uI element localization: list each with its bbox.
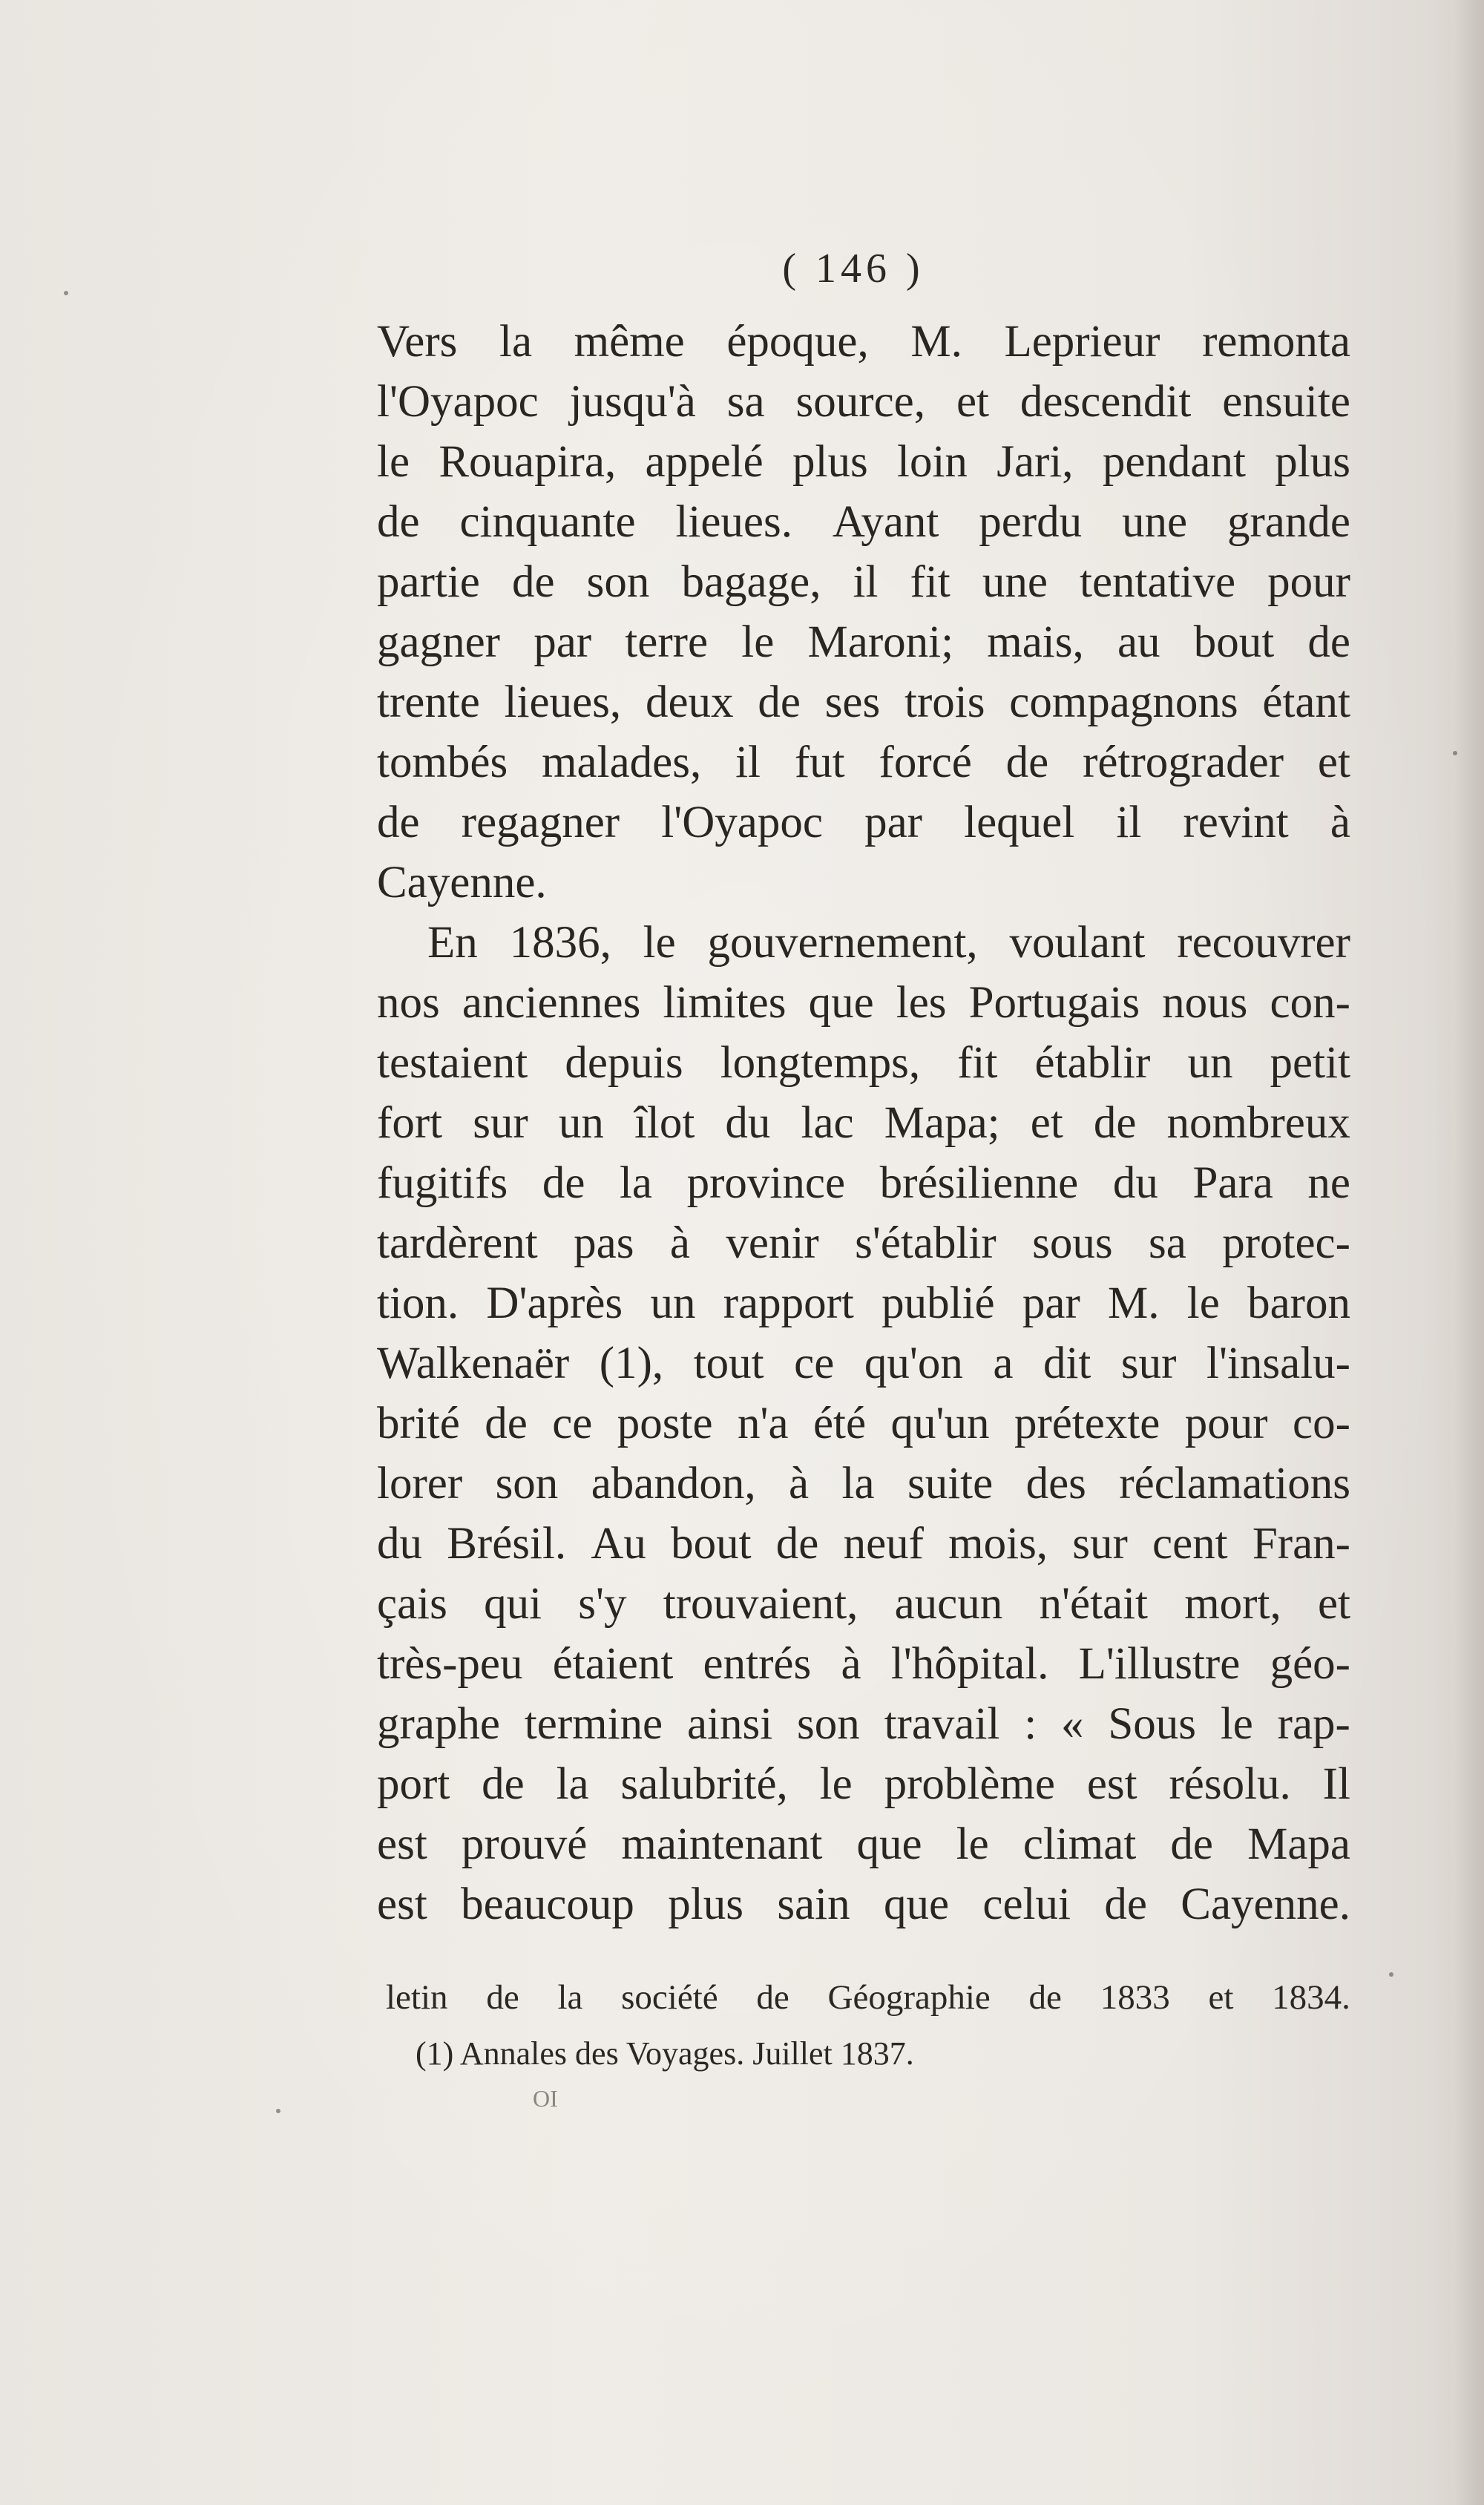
word: Rouapira, bbox=[439, 437, 617, 487]
word: publié bbox=[881, 1278, 995, 1328]
word: un bbox=[558, 1098, 604, 1148]
word: l'hôpital. bbox=[890, 1639, 1049, 1689]
word: ne bbox=[1307, 1158, 1350, 1208]
text-line bbox=[377, 552, 1350, 612]
word: tout bbox=[693, 1339, 764, 1388]
word: le bbox=[1220, 1699, 1253, 1749]
word: dit bbox=[1043, 1339, 1091, 1388]
word: et bbox=[956, 377, 989, 427]
text-line bbox=[377, 973, 1350, 1033]
word: Au bbox=[591, 1519, 646, 1569]
word: protec- bbox=[1222, 1218, 1350, 1268]
word: même bbox=[574, 317, 685, 367]
word: Ayant bbox=[832, 497, 939, 547]
word: de bbox=[1170, 1819, 1213, 1869]
text-line bbox=[377, 1754, 1350, 1814]
text-line bbox=[377, 492, 1350, 552]
paper-speck bbox=[276, 2109, 280, 2113]
word: la bbox=[556, 1759, 589, 1809]
word: à bbox=[789, 1459, 810, 1508]
word: lequel bbox=[964, 798, 1075, 847]
word: époque, bbox=[726, 317, 869, 367]
word: qu'on bbox=[864, 1339, 963, 1388]
word: son bbox=[796, 1699, 860, 1749]
word: prétexte bbox=[1014, 1399, 1160, 1448]
word: venir bbox=[726, 1218, 819, 1268]
text-line bbox=[377, 612, 1350, 672]
text-line bbox=[377, 1634, 1350, 1694]
word: que bbox=[808, 978, 874, 1028]
text-line bbox=[377, 1694, 1350, 1754]
word: fit bbox=[910, 557, 951, 607]
footnote-bleed-line bbox=[386, 1974, 1350, 2021]
paper-speck bbox=[64, 291, 68, 295]
word: 1834. bbox=[1272, 1978, 1350, 2017]
word: regagner bbox=[461, 798, 620, 847]
word: sain bbox=[777, 1879, 850, 1929]
word: fugitifs bbox=[377, 1158, 508, 1208]
word: cent bbox=[1152, 1519, 1228, 1569]
word: deux bbox=[645, 677, 734, 727]
word: : bbox=[1024, 1699, 1037, 1749]
word: qu'un bbox=[890, 1399, 990, 1448]
paper-speck bbox=[1453, 751, 1457, 755]
word: le bbox=[819, 1759, 853, 1809]
text-line bbox=[377, 372, 1350, 432]
word: letin bbox=[386, 1978, 448, 2017]
word: de bbox=[1307, 617, 1350, 667]
word: par bbox=[864, 798, 922, 847]
word: En bbox=[427, 918, 478, 968]
word: par bbox=[533, 617, 592, 667]
word: plus bbox=[668, 1879, 743, 1929]
word: M. bbox=[910, 317, 962, 367]
word: qui bbox=[484, 1579, 542, 1629]
page-edge-shadow bbox=[1454, 0, 1484, 2505]
word: rap- bbox=[1277, 1699, 1350, 1749]
word: « bbox=[1060, 1699, 1084, 1749]
word: bout bbox=[1193, 617, 1275, 667]
word: maintenant bbox=[621, 1819, 823, 1869]
word: du bbox=[377, 1519, 422, 1569]
text-line bbox=[377, 1153, 1350, 1213]
word: mois, bbox=[948, 1519, 1048, 1569]
word: plus bbox=[1275, 437, 1350, 487]
word: lac bbox=[801, 1098, 854, 1148]
word: rétrograder bbox=[1083, 738, 1284, 787]
word: à bbox=[841, 1639, 861, 1689]
word: suite bbox=[907, 1459, 994, 1508]
word: une bbox=[982, 557, 1048, 607]
word: partie bbox=[377, 557, 480, 607]
word: son bbox=[586, 557, 650, 607]
word: la bbox=[619, 1158, 653, 1208]
word: au bbox=[1117, 617, 1160, 667]
word: le bbox=[377, 437, 410, 487]
word: de bbox=[486, 1978, 519, 2017]
word: de bbox=[377, 798, 420, 847]
word: à bbox=[669, 1218, 690, 1268]
word: de bbox=[1093, 1098, 1137, 1148]
word: plus bbox=[792, 437, 868, 487]
word: tion. bbox=[377, 1278, 459, 1328]
word: l'insalu- bbox=[1206, 1339, 1350, 1388]
text-line bbox=[377, 1574, 1350, 1634]
word: ses bbox=[824, 677, 881, 727]
text-line bbox=[377, 1033, 1350, 1093]
word: les bbox=[896, 978, 947, 1028]
word: çais bbox=[377, 1579, 447, 1629]
text-line bbox=[377, 672, 1350, 732]
word: mais, bbox=[987, 617, 1084, 667]
word: forcé bbox=[879, 738, 972, 787]
word: tentative bbox=[1080, 557, 1236, 607]
word: a bbox=[993, 1339, 1014, 1388]
text-line bbox=[377, 1393, 1350, 1454]
word: le bbox=[956, 1819, 989, 1869]
word: appelé bbox=[645, 437, 764, 487]
word: son bbox=[495, 1459, 559, 1508]
text-line bbox=[377, 732, 1350, 792]
word: été bbox=[812, 1399, 867, 1448]
word: l'Oyapoc bbox=[661, 798, 823, 847]
word: brité bbox=[377, 1399, 460, 1448]
word: n'a bbox=[737, 1399, 789, 1448]
word: que bbox=[856, 1819, 922, 1869]
word: fut bbox=[794, 738, 845, 787]
word: géo- bbox=[1270, 1639, 1350, 1689]
word: malades, bbox=[542, 738, 702, 787]
word: un bbox=[650, 1278, 696, 1328]
word: il bbox=[853, 557, 879, 607]
text-line bbox=[377, 1093, 1350, 1153]
bleed-through-mark: OI bbox=[533, 2085, 558, 2112]
footnote-annales: (1) Annales des Voyages. Juillet 1837. bbox=[416, 2035, 914, 2072]
word: n'était bbox=[1039, 1579, 1148, 1629]
word: Para bbox=[1192, 1158, 1273, 1208]
word: et bbox=[1030, 1098, 1063, 1148]
word: des bbox=[1025, 1459, 1086, 1508]
word: testaient bbox=[377, 1038, 528, 1088]
word: Il bbox=[1322, 1759, 1350, 1809]
word: descendit bbox=[1020, 377, 1192, 427]
word: revint bbox=[1183, 798, 1289, 847]
word: très-peu bbox=[377, 1639, 523, 1689]
word: limites bbox=[663, 978, 787, 1028]
text-line bbox=[377, 312, 1350, 372]
body-text bbox=[377, 312, 1350, 1934]
word: ce bbox=[794, 1339, 835, 1388]
word: gouvernement, bbox=[707, 918, 978, 968]
paper-speck bbox=[1389, 1972, 1393, 1977]
word: du bbox=[1112, 1158, 1158, 1208]
word: cinquante bbox=[459, 497, 636, 547]
word: Vers bbox=[377, 317, 458, 367]
word: petit bbox=[1270, 1038, 1350, 1088]
word: bagage, bbox=[681, 557, 821, 607]
word: et bbox=[1208, 1978, 1234, 2017]
word: baron bbox=[1247, 1278, 1350, 1328]
word: de bbox=[377, 497, 420, 547]
text-line bbox=[377, 1874, 1350, 1934]
word: Maroni; bbox=[807, 617, 954, 667]
word: est bbox=[1086, 1759, 1137, 1809]
word: anciennes bbox=[462, 978, 641, 1028]
word: 1833 bbox=[1100, 1978, 1170, 2017]
word: un bbox=[1187, 1038, 1233, 1088]
word: de bbox=[482, 1759, 525, 1809]
word: Cayenne. bbox=[1181, 1879, 1350, 1929]
word: province bbox=[686, 1158, 846, 1208]
word: poste bbox=[617, 1399, 713, 1448]
word: con- bbox=[1270, 978, 1350, 1028]
word: co- bbox=[1293, 1399, 1350, 1448]
word: une bbox=[1122, 497, 1188, 547]
word: la bbox=[841, 1459, 875, 1508]
word: (1), bbox=[599, 1339, 664, 1388]
word: lieues, bbox=[504, 677, 622, 727]
word: nous bbox=[1162, 978, 1248, 1028]
word: depuis bbox=[565, 1038, 683, 1088]
text-line: Cayenne. bbox=[377, 858, 547, 907]
word: fit bbox=[957, 1038, 998, 1088]
word: compagnons bbox=[1009, 677, 1238, 727]
word: L'illustre bbox=[1078, 1639, 1241, 1689]
word: est bbox=[377, 1819, 427, 1869]
word: abandon, bbox=[591, 1459, 756, 1508]
word: salubrité, bbox=[620, 1759, 788, 1809]
word: de bbox=[1028, 1978, 1062, 2017]
word: trente bbox=[377, 677, 480, 727]
word: de bbox=[775, 1519, 819, 1569]
text-line bbox=[377, 1814, 1350, 1874]
word: terre bbox=[625, 617, 709, 667]
word: tardèrent bbox=[377, 1218, 538, 1268]
word: remonta bbox=[1202, 317, 1350, 367]
word: voulant bbox=[1009, 918, 1146, 968]
word: mort, bbox=[1184, 1579, 1281, 1629]
word: résolu. bbox=[1169, 1759, 1291, 1809]
word: ainsi bbox=[686, 1699, 773, 1749]
word: étant bbox=[1262, 677, 1350, 727]
word: sur bbox=[473, 1098, 528, 1148]
word: lieues. bbox=[675, 497, 792, 547]
word: bout bbox=[671, 1519, 752, 1569]
word: par bbox=[1022, 1278, 1080, 1328]
word: Mapa bbox=[1247, 1819, 1350, 1869]
text-line bbox=[377, 1514, 1350, 1574]
word: de bbox=[756, 1978, 789, 2017]
word: la bbox=[557, 1978, 583, 2017]
word: nombreux bbox=[1166, 1098, 1350, 1148]
word: problème bbox=[884, 1759, 1055, 1809]
footnotes bbox=[386, 1974, 1350, 2078]
word: jusqu'à bbox=[569, 377, 696, 427]
word: prouvé bbox=[461, 1819, 588, 1869]
word: à bbox=[1330, 798, 1350, 847]
word: et bbox=[1317, 738, 1350, 787]
word: s'établir bbox=[855, 1218, 997, 1268]
word: de bbox=[1005, 738, 1049, 787]
word: trouvaient, bbox=[663, 1579, 858, 1629]
word: Géographie bbox=[827, 1978, 991, 2017]
word: de bbox=[485, 1399, 528, 1448]
word: ce bbox=[552, 1399, 593, 1448]
word: 1836, bbox=[509, 918, 611, 968]
word: trois bbox=[904, 677, 985, 727]
word: pas bbox=[574, 1218, 634, 1268]
word: perdu bbox=[979, 497, 1083, 547]
text-line bbox=[377, 1273, 1350, 1333]
word: sous bbox=[1032, 1218, 1113, 1268]
word: travail bbox=[884, 1699, 1000, 1749]
word: la bbox=[499, 317, 533, 367]
word: réclamations bbox=[1119, 1459, 1350, 1508]
word: loin bbox=[897, 437, 968, 487]
word: étaient bbox=[552, 1639, 674, 1689]
word: longtemps, bbox=[720, 1038, 921, 1088]
word: est bbox=[377, 1879, 427, 1929]
word: recouvrer bbox=[1177, 918, 1350, 968]
word: il bbox=[1116, 798, 1142, 847]
word: D'après bbox=[486, 1278, 623, 1328]
text-line bbox=[377, 432, 1350, 492]
word: l'Oyapoc bbox=[377, 377, 539, 427]
word: Mapa; bbox=[884, 1098, 1000, 1148]
word: établir bbox=[1034, 1038, 1151, 1088]
word: aucun bbox=[894, 1579, 1003, 1629]
word: port bbox=[377, 1759, 450, 1809]
text-line bbox=[377, 1213, 1350, 1273]
word: fort bbox=[377, 1098, 443, 1148]
word: et bbox=[1317, 1579, 1350, 1629]
word: le bbox=[741, 617, 775, 667]
word: pendant bbox=[1102, 437, 1246, 487]
word: de bbox=[758, 677, 801, 727]
word: sur bbox=[1120, 1339, 1177, 1388]
word: tombés bbox=[377, 738, 508, 787]
word: sa bbox=[726, 377, 765, 427]
text-line bbox=[377, 1333, 1350, 1393]
page-number: ( 146 ) bbox=[782, 246, 925, 292]
word: de bbox=[1104, 1879, 1147, 1929]
word: celui bbox=[982, 1879, 1071, 1929]
word: Leprieur bbox=[1004, 317, 1160, 367]
word: sur bbox=[1072, 1519, 1128, 1569]
word: s'y bbox=[578, 1579, 627, 1629]
text-line bbox=[377, 1454, 1350, 1514]
word: sa bbox=[1148, 1218, 1186, 1268]
word: le bbox=[1186, 1278, 1220, 1328]
word: Fran- bbox=[1252, 1519, 1350, 1569]
word: îlot bbox=[634, 1098, 695, 1148]
word: que bbox=[883, 1879, 950, 1929]
word: lorer bbox=[377, 1459, 463, 1508]
word: de bbox=[511, 557, 555, 607]
word: Sous bbox=[1108, 1699, 1196, 1749]
word: Walkenaër bbox=[377, 1339, 570, 1388]
word: neuf bbox=[843, 1519, 924, 1569]
word: société bbox=[621, 1978, 718, 2017]
word: entrés bbox=[703, 1639, 812, 1689]
word: brésilienne bbox=[879, 1158, 1079, 1208]
word: graphe bbox=[377, 1699, 500, 1749]
word: il bbox=[735, 738, 761, 787]
word: Brésil. bbox=[447, 1519, 567, 1569]
text-line bbox=[377, 913, 1350, 973]
word: nos bbox=[377, 978, 440, 1028]
word: Portugais bbox=[968, 978, 1140, 1028]
word: pour bbox=[1184, 1399, 1268, 1448]
word: beaucoup bbox=[461, 1879, 634, 1929]
word: M. bbox=[1108, 1278, 1160, 1328]
word: le bbox=[643, 918, 676, 968]
word: gagner bbox=[377, 617, 500, 667]
word: ensuite bbox=[1222, 377, 1350, 427]
word: pour bbox=[1267, 557, 1350, 607]
word: du bbox=[725, 1098, 771, 1148]
word: source, bbox=[795, 377, 925, 427]
word: climat bbox=[1022, 1819, 1137, 1869]
word: Jari, bbox=[997, 437, 1074, 487]
word: termine bbox=[524, 1699, 663, 1749]
word: grande bbox=[1227, 497, 1350, 547]
word: de bbox=[542, 1158, 585, 1208]
text-line bbox=[377, 792, 1350, 853]
word: rapport bbox=[723, 1278, 854, 1328]
